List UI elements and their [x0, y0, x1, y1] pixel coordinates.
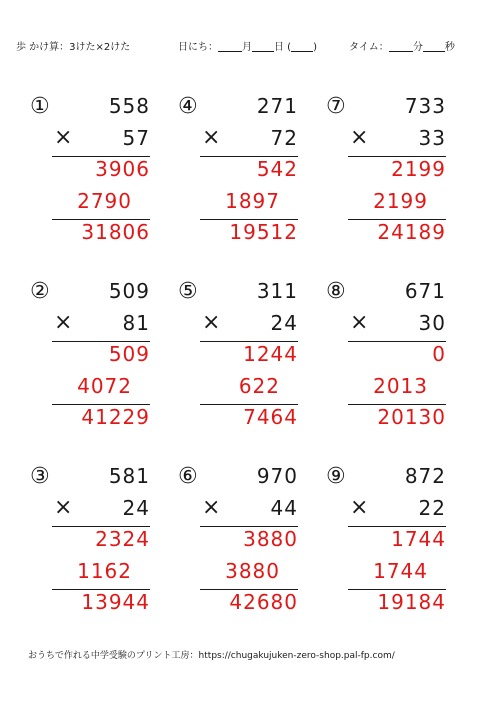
problem-1: [30, 96, 150, 256]
final-product: 24189: [377, 220, 446, 244]
problem-number: ④: [178, 94, 198, 119]
partial-product-1: 1744: [391, 527, 446, 551]
multiplier: 33: [418, 126, 446, 150]
problem-number: ③: [30, 464, 50, 489]
multiplicand: 581: [108, 464, 150, 488]
time-label: タイム：: [349, 42, 389, 53]
multiplier-row: [50, 496, 150, 520]
multiplier: 57: [122, 126, 150, 150]
multiplier: 44: [270, 496, 298, 520]
partial-product-1: 2324: [95, 527, 150, 551]
times-sign: ×: [54, 310, 74, 335]
times-sign: ×: [350, 310, 370, 335]
multiplier-row: [346, 311, 446, 335]
partial-product-1: 3906: [95, 157, 150, 181]
partial-product-2: 1162: [77, 559, 132, 583]
problem-9: [326, 466, 446, 626]
multiplier-row: [346, 126, 446, 150]
date-label: 日にち：: [178, 42, 218, 53]
worksheet-header: [0, 40, 496, 56]
times-sign: ×: [54, 495, 74, 520]
final-product: 19184: [377, 590, 446, 614]
multiplier: 22: [418, 496, 446, 520]
partial-product-1: 3880: [243, 527, 298, 551]
multiplier-row: [198, 496, 298, 520]
problem-2: [30, 281, 150, 441]
problem-number: ⑤: [178, 279, 198, 304]
final-product: 7464: [243, 405, 298, 429]
multiplier: 81: [122, 311, 150, 335]
problem-number: ②: [30, 279, 50, 304]
partial-product-1: 2199: [391, 157, 446, 181]
multiplicand: 311: [256, 279, 298, 303]
month-label: 月: [242, 42, 252, 53]
day-label: 日 (: [274, 42, 292, 53]
problem-4: [178, 96, 298, 256]
times-sign: ×: [202, 310, 222, 335]
multiplier-row: [198, 126, 298, 150]
times-sign: ×: [202, 125, 222, 150]
partial-product-2: 3880: [225, 559, 280, 583]
problem-7: [326, 96, 446, 256]
date-field: [178, 40, 317, 56]
seconds-label: 秒: [444, 42, 455, 53]
month-blank: [218, 40, 242, 52]
problem-8: [326, 281, 446, 441]
multiplicand: 970: [256, 464, 298, 488]
times-sign: ×: [54, 125, 74, 150]
final-product: 19512: [229, 220, 298, 244]
partial-product-2: 2199: [373, 189, 428, 213]
multiplicand: 733: [404, 94, 446, 118]
final-product: 13944: [81, 590, 150, 614]
problem-6: [178, 466, 298, 626]
multiplicand: 872: [404, 464, 446, 488]
problem-number: ⑥: [178, 464, 198, 489]
problem-number: ⑧: [326, 279, 346, 304]
partial-product-2: 2790: [77, 189, 132, 213]
multiplier: 24: [270, 311, 298, 335]
multiplier-row: [346, 496, 446, 520]
partial-product-1: 509: [108, 342, 150, 366]
minutes-label: 分: [412, 42, 423, 53]
final-product: 31806: [81, 220, 150, 244]
partial-product-2: 1744: [373, 559, 428, 583]
multiplier-row: [50, 311, 150, 335]
multiplier: 30: [418, 311, 446, 335]
footer-credit: おうちで作れる中学受験のプリント工房：https://chugakujuken-zero-shop.pal-fp.com/: [28, 651, 395, 661]
time-field: [349, 40, 455, 56]
multiplicand: 558: [108, 94, 150, 118]
multiplier: 72: [270, 126, 298, 150]
problem-number: ⑦: [326, 94, 346, 119]
weekday-blank: [291, 40, 313, 52]
problem-number: ⑨: [326, 464, 346, 489]
problem-number: ①: [30, 94, 50, 119]
day-blank: [252, 40, 274, 52]
times-sign: ×: [202, 495, 222, 520]
partial-product-2: 2013: [373, 374, 428, 398]
multiplicand: 671: [404, 279, 446, 303]
problem-3: [30, 466, 150, 626]
multiplicand: 271: [256, 94, 298, 118]
weekday-close: ): [313, 42, 317, 53]
worksheet-title: 歩 かけ算：3けた×2けた: [16, 42, 131, 53]
final-product: 41229: [81, 405, 150, 429]
partial-product-1: 0: [432, 342, 446, 366]
multiplier: 24: [122, 496, 150, 520]
multiplier-row: [198, 311, 298, 335]
partial-product-1: 1244: [243, 342, 298, 366]
seconds-blank: [423, 40, 445, 52]
times-sign: ×: [350, 125, 370, 150]
final-product: 20130: [377, 405, 446, 429]
partial-product-2: 4072: [77, 374, 132, 398]
minutes-blank: [389, 40, 413, 52]
partial-product-2: 1897: [225, 189, 280, 213]
multiplier-row: [50, 126, 150, 150]
times-sign: ×: [350, 495, 370, 520]
final-product: 42680: [229, 590, 298, 614]
partial-product-1: 542: [256, 157, 298, 181]
partial-product-2: 622: [238, 374, 280, 398]
multiplicand: 509: [108, 279, 150, 303]
problem-5: [178, 281, 298, 441]
